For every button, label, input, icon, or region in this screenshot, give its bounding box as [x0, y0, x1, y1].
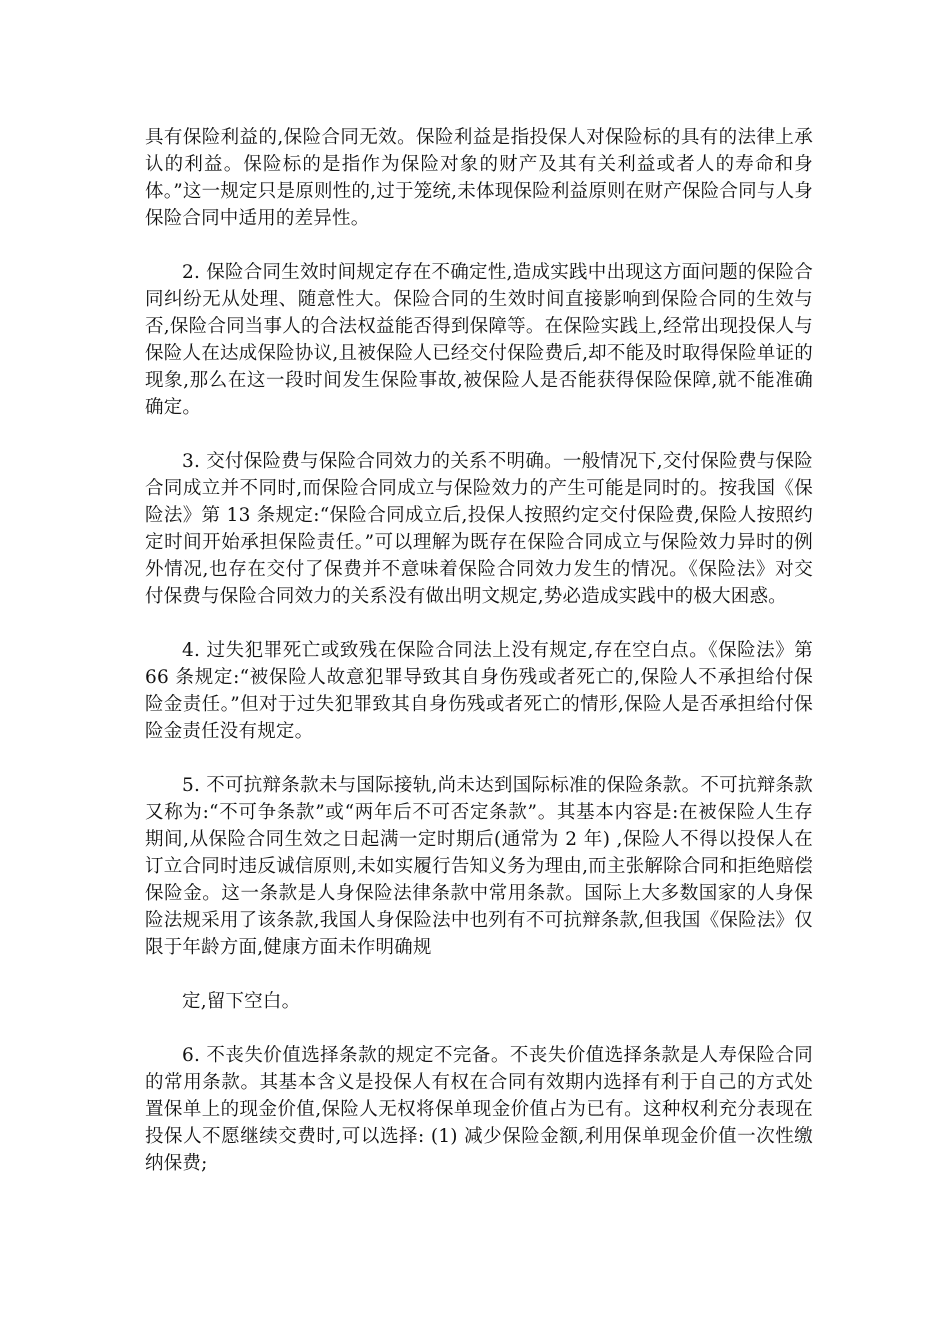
paragraph-7: 6. 不丧失价值选择条款的规定不完备。不丧失价值选择条款是人寿保险合同的常用条款。其基本含义是投保人有权在合同有效期内选择有利于自己的方式处置保单上的现金价值,保险人无权将保单现金价值占为已有。这种权利充分表现在投保人不愿继续交费时,可以选择: (1) 减少保险金额,利用保单现金价值一次性缴纳保费; — [145, 1045, 813, 1174]
paragraph-4: 4. 过失犯罪死亡或致残在保险合同法上没有规定,存在空白点。《保险法》第 66 条规定:“被保险人故意犯罪导致其自身伤残或者死亡的,保险人不承担给付保险金责任。”但对于过失犯罪致其自身伤残或者死亡的情形,保险人是否承担给付保险金责任没有规定。 — [145, 640, 813, 742]
paragraph-6: 定,留下空白。 — [182, 991, 301, 1012]
paragraph-3: 3. 交付保险费与保险合同效力的关系不明确。一般情况下,交付保险费与保险合同成立并不同时,而保险合同成立与保险效力的产生可能是同时的。按我国《保险法》第 13 条规定:“保险合同成立后,投保人按照约定交付保险费,保险人按照约定时间开始承担保险责任。”可以理解为既存在保险合同成立与保险效力异时的例外情况,也存在交付了保费并不意味着保险合同效力发生的情况。《保险法》对交付保费与保险合同效力的关系没有做出明文规定,势必造成实践中的极大困惑。 — [145, 451, 813, 607]
paragraph-1: 具有保险利益的,保险合同无效。保险利益是指投保人对保险标的具有的法律上承认的利益。保险标的是指作为保险对象的财产及其有关利益或者人的寿命和身体。”这一规定只是原则性的,过于笼统,未体现保险利益原则在财产保险合同与人身保险合同中适用的差异性。 — [145, 127, 813, 229]
paragraph-2: 2. 保险合同生效时间规定存在不确定性,造成实践中出现这方面问题的保险合同纠纷无从处理、随意性大。保险合同的生效时间直接影响到保险合同的生效与否,保险合同当事人的合法权益能否得到保障等。在保险实践上,经常出现投保人与保险人在达成保险协议,且被保险人已经交付保险费后,却不能及时取得保险单证的现象,那么在这一段时间发生保险事故,被保险人是否能获得保险保障,就不能准确确定。 — [145, 262, 813, 418]
document-page — [145, 124, 813, 1204]
paragraph-5: 5. 不可抗辩条款未与国际接轨,尚未达到国际标准的保险条款。不可抗辩条款又称为:“不可争条款”或“两年后不可否定条款”。其基本内容是:在被保险人生存期间,从保险合同生效之日起满一定时期后(通常为 2 年) ,保险人不得以投保人在订立合同时违反诚信原则,未如实履行告知义务为理由,而主张解除合同和拒绝赔偿保险金。这一条款是人身保险法律条款中常用条款。国际上大多数国家的人身保险法规采用了该条款,我国人身保险法中也列有不可抗辩条款,但我国《保险法》仅限于年龄方面,健康方面未作明确规 — [145, 775, 813, 958]
